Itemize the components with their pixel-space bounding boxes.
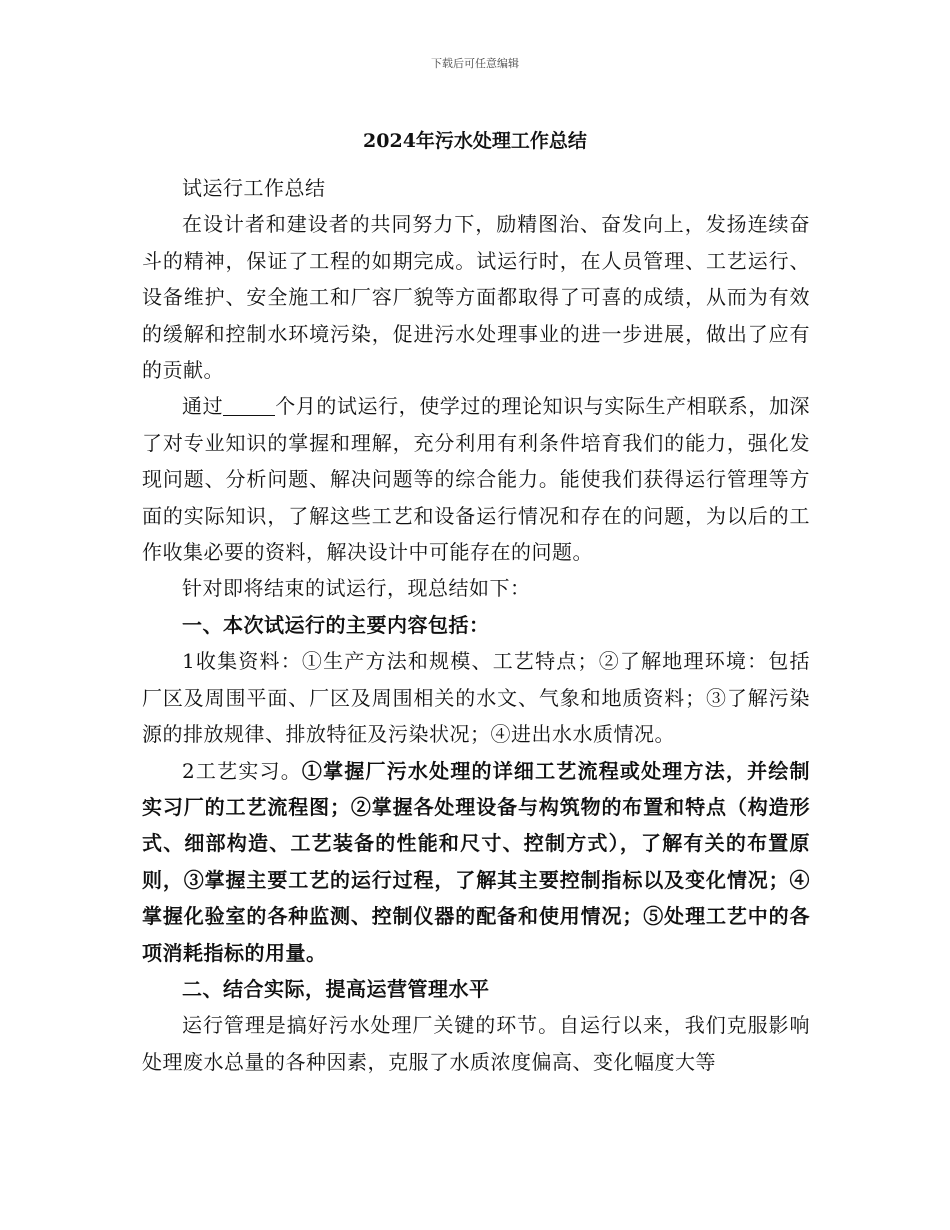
section-heading-2: 二、结合实际，提高运营管理水平	[182, 976, 490, 1001]
paragraph-intro: 在设计者和建设者的共同努力下，励精图治、奋发向上，发扬连续奋斗的精神，保证了工程的如期完成。试运行时，在人员管理、工艺运行、设备维护、安全施工和厂容厂貌等方面都取得了可喜的成绩，从而为有效的缓解和控制水环境污染，促进污水处理事业的进一步进展，做出了应有的贡献。	[142, 212, 810, 383]
list-item-2-bold-text: ①掌握厂污水处理的详细工艺流程或处理方法，并绘制实习厂的工艺流程图；②掌握各处理设备与构筑物的布置和特点（构造形式、细部构造、工艺装备的性能和尺寸、控制方式），了解有关的布置原则，③掌握主要工艺的运行过程，了解其主要控制指标以及变化情况；④掌握化验室的各种监测、控制仪器的配备和使用情况；⑤处理工艺中的各项消耗指标的用量。	[142, 758, 810, 965]
paragraph-trial-period	[142, 388, 810, 570]
paragraph-text-after-blank: 个月的试运行，使学过的理论知识与实际生产相联系，加深了对专业知识的掌握和理解，充分利用有利条件培育我们的能力，强化发现问题、分析问题、解决问题等的综合能力。能使我们获得运行管理等方面的实际知识，了解这些工艺和设备运行情况和存在的问题，为以后的工作收集必要的资料，解决设计中可能存在的问题。	[142, 394, 811, 565]
paragraph-operations: 运行管理是搞好污水处理厂关键的环节。自运行以来，我们克服影响处理废水总量的各种因素，克服了水质浓度偏高、变化幅度大等	[142, 1013, 810, 1074]
section-heading-1: 一、本次试运行的主要内容包括：	[182, 612, 490, 637]
fill-in-blank	[223, 393, 275, 416]
subtitle: 试运行工作总结	[182, 176, 326, 200]
document-title: 2024年污水处理工作总结	[363, 130, 587, 152]
list-item-1: 1收集资料：①生产方法和规模、工艺特点；②了解地理环境：包括厂区及周围平面、厂区及周围相关的水文、气象和地质资料；③了解污染源的排放规律、排放特征及污染状况；④进出水水质情况。	[142, 649, 810, 747]
header-note: 下载后可任意编辑	[431, 57, 519, 70]
list-item-2	[142, 753, 810, 971]
document-body	[142, 170, 810, 1080]
list-item-2-lead: 2工艺实习。	[182, 758, 302, 783]
paragraph-text-before-blank: 通过	[182, 394, 224, 419]
paragraph-summary-lead: 针对即将结束的试运行，现总结如下：	[182, 576, 531, 601]
